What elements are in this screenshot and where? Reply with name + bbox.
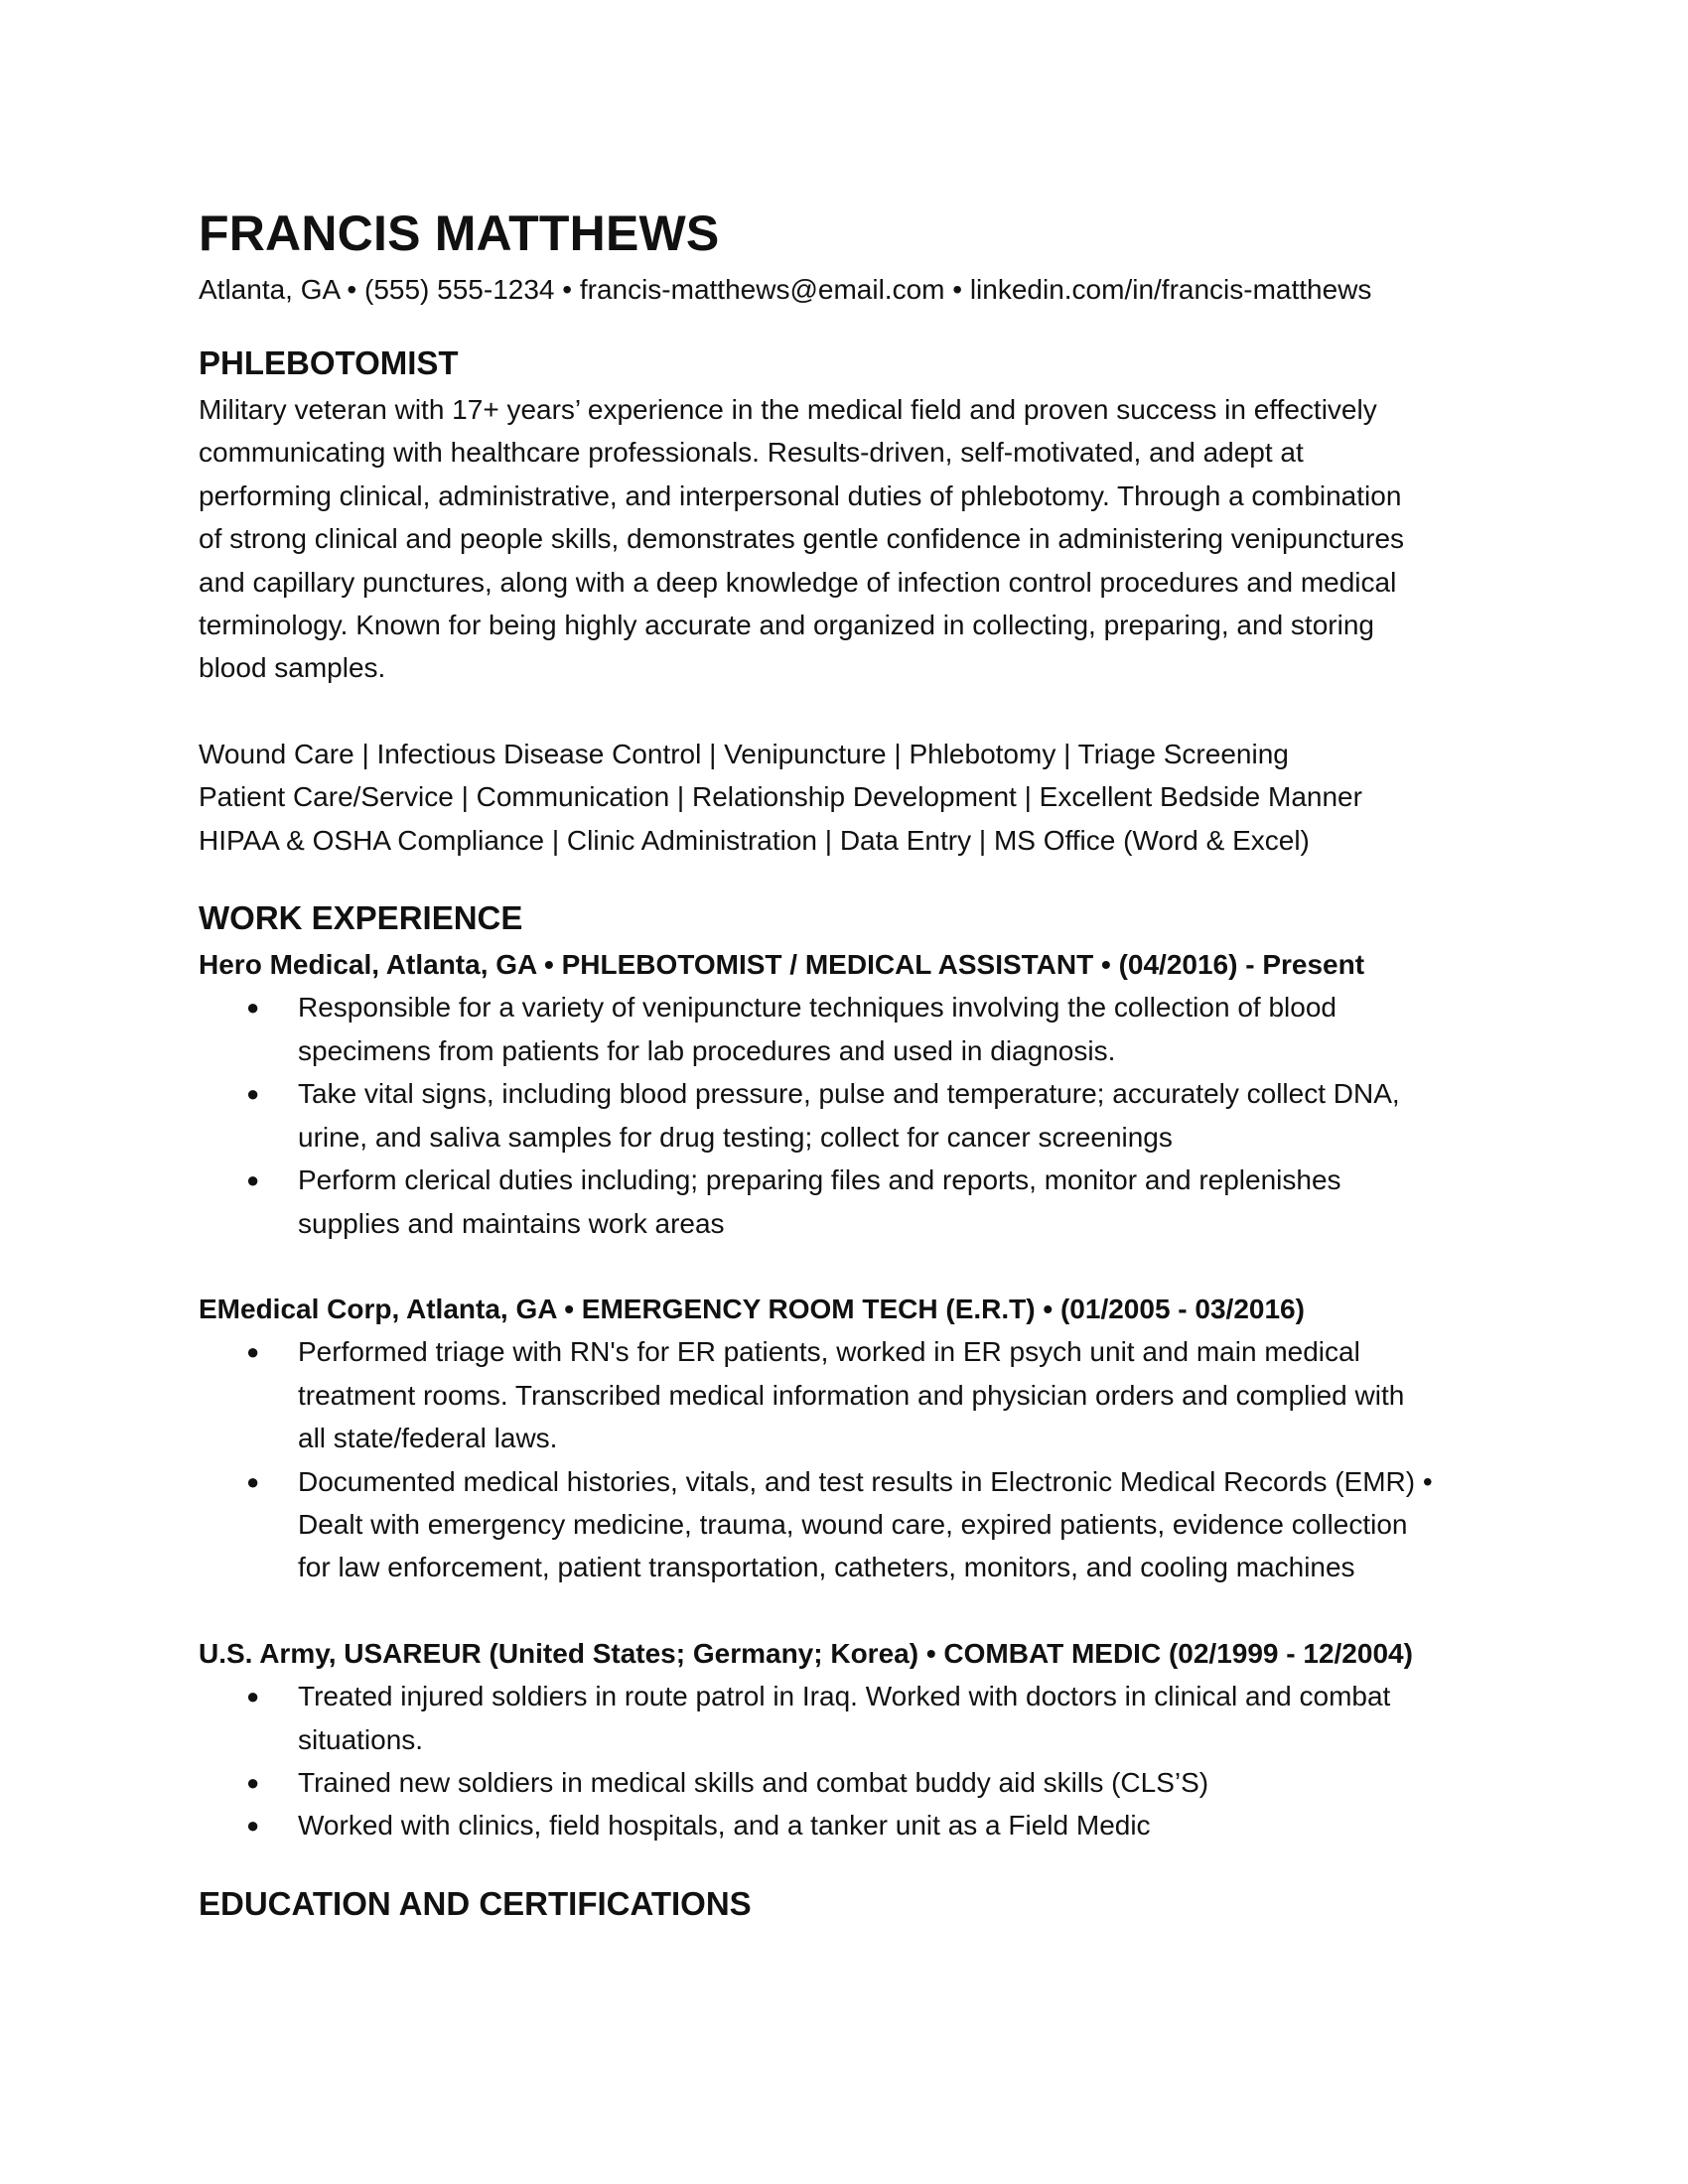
- bullet-line: specimens from patients for lab procedures and used in diagnosis.: [298, 1034, 1116, 1066]
- job-title: U.S. Army, USAREUR (United States; Germany; Korea) • COMBAT MEDIC (02/1999 - 12/2004): [199, 1637, 1413, 1669]
- job-bullets: [199, 1330, 1489, 1588]
- bullet-icon: ●: [246, 1684, 260, 1709]
- contact-line: Atlanta, GA • (555) 555-1234 • francis-matthews@email.com • linkedin.com/in/francis-matthews: [199, 274, 1372, 305]
- summary-line: terminology. Known for being highly accurate and organized in collecting, preparing, and storing: [199, 610, 1374, 641]
- summary-line: communicating with healthcare professionals. Results-driven, self-motivated, and adept at: [199, 437, 1304, 469]
- list-item: [246, 1675, 1489, 1761]
- skills-line: Patient Care/Service | Communication | Relationship Development | Excellent Bedside Manner: [199, 781, 1362, 813]
- skills-block: [199, 733, 1489, 862]
- skills-line: Wound Care | Infectious Disease Control | Venipuncture | Phlebotomy | Triage Screening: [199, 738, 1289, 769]
- summary-paragraph: [199, 388, 1489, 690]
- bullet-line: Trained new soldiers in medical skills and combat buddy aid skills (CLS’S): [298, 1766, 1209, 1798]
- summary-line: performing clinical, administrative, and interpersonal duties of phlebotomy. Through a combination: [199, 479, 1402, 511]
- bullet-line: Documented medical histories, vitals, and test results in Electronic Medical Records (EMR) •: [298, 1465, 1433, 1497]
- bullet-line: urine, and saliva samples for drug testing; collect for cancer screenings: [298, 1121, 1173, 1153]
- job-entry-emedical-corp: [199, 1288, 1489, 1589]
- bullet-icon: ●: [246, 1081, 260, 1107]
- job-title: Hero Medical, Atlanta, GA • PHLEBOTOMIST / MEDICAL ASSISTANT • (04/2016) - Present: [199, 949, 1365, 981]
- list-item: [246, 1804, 1489, 1846]
- list-item: [246, 1761, 1489, 1804]
- bullet-icon: ●: [246, 1813, 260, 1839]
- bullet-line: situations.: [298, 1723, 424, 1755]
- bullet-icon: ●: [246, 1769, 260, 1795]
- job-bullets: [199, 986, 1489, 1244]
- resume-page: [199, 199, 1489, 1929]
- job-bullets: [199, 1675, 1489, 1847]
- job-entry-us-army: [199, 1632, 1489, 1847]
- bullet-line: Worked with clinics, field hospitals, and a tanker unit as a Field Medic: [298, 1810, 1151, 1842]
- list-item: [246, 1072, 1489, 1159]
- bullet-line: Dealt with emergency medicine, trauma, wound care, expired patients, evidence collection: [298, 1508, 1408, 1540]
- summary-line: Military veteran with 17+ years’ experience in the medical field and proven success in effectively: [199, 394, 1377, 425]
- summary-line: of strong clinical and people skills, demonstrates gentle confidence in administering venipunctures: [199, 523, 1405, 555]
- job-entry-hero-medical: [199, 943, 1489, 1245]
- bullet-line: Perform clerical duties including; preparing files and reports, monitor and replenishes: [298, 1164, 1341, 1196]
- list-item: [246, 1330, 1489, 1459]
- bullet-icon: ●: [246, 1339, 260, 1365]
- bullet-line: Treated injured soldiers in route patrol in Iraq. Worked with doctors in clinical and combat: [298, 1681, 1391, 1712]
- bullet-line: Performed triage with RN's for ER patients, worked in ER psych unit and main medical: [298, 1336, 1360, 1368]
- bullet-line: supplies and maintains work areas: [298, 1207, 725, 1239]
- experience-heading: WORK EXPERIENCE: [199, 899, 523, 937]
- bullet-line: Take vital signs, including blood pressure, pulse and temperature; accurately collect DNA,: [298, 1078, 1400, 1110]
- list-item: [246, 986, 1489, 1072]
- bullet-icon: ●: [246, 1167, 260, 1193]
- bullet-line: for law enforcement, patient transportation, catheters, monitors, and cooling machines: [298, 1552, 1355, 1583]
- candidate-name: FRANCIS MATTHEWS: [199, 205, 720, 261]
- job-title: EMedical Corp, Atlanta, GA • EMERGENCY ROOM TECH (E.R.T) • (01/2005 - 03/2016): [199, 1293, 1305, 1324]
- education-heading: EDUCATION AND CERTIFICATIONS: [199, 1884, 752, 1922]
- bullet-line: all state/federal laws.: [298, 1423, 558, 1454]
- bullet-line: Responsible for a variety of venipuncture techniques involving the collection of blood: [298, 992, 1336, 1024]
- summary-heading: PHLEBOTOMIST: [199, 344, 459, 381]
- summary-line: blood samples.: [199, 652, 386, 684]
- list-item: [246, 1460, 1489, 1589]
- list-item: [246, 1159, 1489, 1245]
- bullet-line: treatment rooms. Transcribed medical information and physician orders and complied with: [298, 1379, 1405, 1411]
- bullet-icon: ●: [246, 1468, 260, 1494]
- summary-line: and capillary punctures, along with a deep knowledge of infection control procedures and medical: [199, 566, 1397, 598]
- bullet-icon: ●: [246, 995, 260, 1021]
- skills-line: HIPAA & OSHA Compliance | Clinic Administration | Data Entry | MS Office (Word & Excel): [199, 824, 1310, 856]
